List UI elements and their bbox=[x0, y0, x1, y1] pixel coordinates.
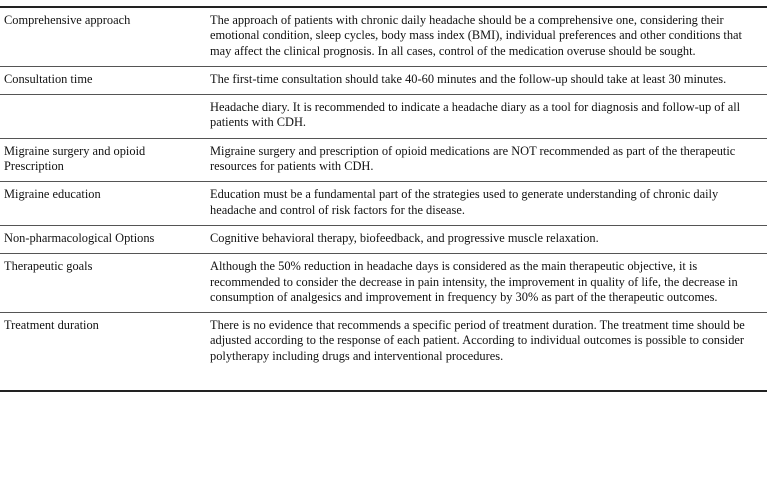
row-topic: Migraine surgery and opioid Prescription bbox=[0, 138, 206, 182]
row-topic: Consultation time bbox=[0, 66, 206, 94]
row-topic: Comprehensive approach bbox=[0, 7, 206, 66]
row-description: Education must be a fundamental part of the strategies used to generate understanding of chronic daily headache and control of risk factors for the disease. bbox=[206, 182, 767, 226]
table-row bbox=[0, 66, 767, 94]
row-topic: Non-pharmacological Options bbox=[0, 225, 206, 253]
row-description: Headache diary. It is recommended to indicate a headache diary as a tool for diagnosis and follow-up of all patients with CDH. bbox=[206, 95, 767, 139]
table-row bbox=[0, 225, 767, 253]
table-row bbox=[0, 138, 767, 182]
row-description: Migraine surgery and prescription of opioid medications are NOT recommended as part of the therapeutic resources for patients with CDH. bbox=[206, 138, 767, 182]
row-description: Cognitive behavioral therapy, biofeedback, and progressive muscle relaxation. bbox=[206, 225, 767, 253]
row-description: Although the 50% reduction in headache days is considered as the main therapeutic objective, it is recommended to consider the decrease in pain intensity, the improvement in quality of life, the decrease in consumption of analgesics and improvement in frequency by 30% as part of the therapeutic outcomes. bbox=[206, 254, 767, 313]
row-description: The first-time consultation should take 40-60 minutes and the follow-up should take at least 30 minutes. bbox=[206, 66, 767, 94]
table-row bbox=[0, 7, 767, 66]
row-topic bbox=[0, 95, 206, 139]
table-row bbox=[0, 182, 767, 226]
row-topic: Treatment duration bbox=[4, 318, 99, 333]
row-topic: Therapeutic goals bbox=[0, 254, 206, 313]
table-row bbox=[0, 313, 767, 391]
row-description: The approach of patients with chronic daily headache should be a comprehensive one, considering their emotional condition, sleep cycles, body mass index (BMI), individual preferences and other conditions that may affect the clinical prognosis. In all cases, control of the medication overuse should be sought. bbox=[206, 7, 767, 66]
recommendations-table bbox=[0, 6, 767, 392]
table-row bbox=[0, 254, 767, 313]
row-description: There is no evidence that recommends a specific period of treatment duration. The treatment time should be adjusted according to the response of each patient. According to individual outcomes is possible to consider polytherapy including drugs and interventional procedures. bbox=[210, 318, 745, 363]
table-row bbox=[0, 95, 767, 139]
row-topic: Migraine education bbox=[0, 182, 206, 226]
